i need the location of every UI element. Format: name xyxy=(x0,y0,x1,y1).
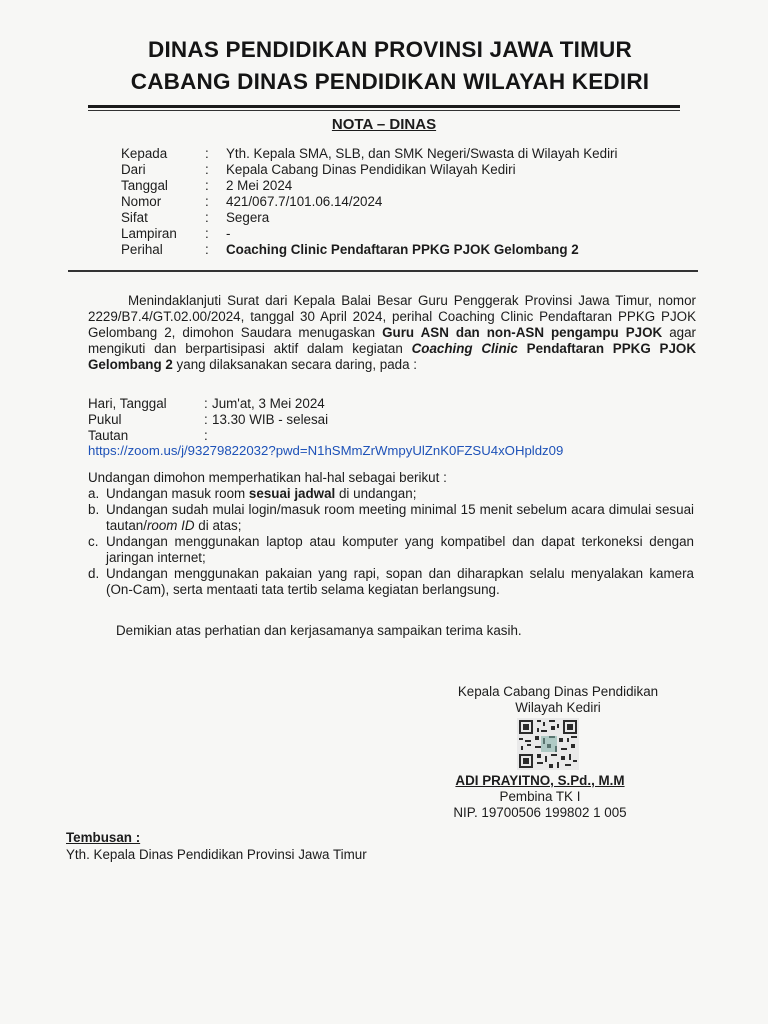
meta-colon: : xyxy=(205,146,209,161)
qr-code-signature-icon xyxy=(517,718,579,770)
schedule xyxy=(88,396,328,444)
schedule-row-link xyxy=(88,428,328,444)
meta-value: 421/067.7/101.06.14/2024 xyxy=(226,194,383,209)
signatory-nip: NIP. 19700506 199802 1 005 xyxy=(453,805,627,820)
schedule-key: Pukul xyxy=(88,412,122,427)
zoom-meeting-link[interactable]: https://zoom.us/j/93279822032?pwd=N1hSMmZrWmpyUlZnK0FZSU4xOHpldz09 xyxy=(88,443,564,458)
meta-colon: : xyxy=(205,178,209,193)
body-paragraph xyxy=(88,293,696,373)
meta-key: Nomor xyxy=(121,194,162,209)
para-text: agar mengikuti dan berpartisipasi aktif dalam kegiatan xyxy=(88,325,696,356)
para-bold-teachers: Guru ASN dan non-ASN pengampu PJOK xyxy=(382,325,663,340)
schedule-colon: : xyxy=(204,412,208,427)
meta-value: 2 Mei 2024 xyxy=(226,178,293,193)
cc-heading: Tembusan : xyxy=(66,830,141,845)
note-item-b xyxy=(88,502,694,534)
meta-row-nomor xyxy=(121,194,618,210)
meta-value: Kepala Cabang Dinas Pendidikan Wilayah Kediri xyxy=(226,162,516,177)
note-letter: b. xyxy=(88,502,100,517)
letterhead xyxy=(80,34,700,98)
note-letter: d. xyxy=(88,566,100,581)
meta-key: Kepada xyxy=(121,146,168,161)
meta-row-perihal xyxy=(121,242,618,258)
schedule-colon: : xyxy=(204,428,208,443)
meta-row-tanggal xyxy=(121,178,618,194)
meta-row-sifat xyxy=(121,210,618,226)
meta-key: Perihal xyxy=(121,242,163,257)
meta-key: Sifat xyxy=(121,210,148,225)
meta-key: Lampiran xyxy=(121,226,177,241)
para-bold-event: Pendaftaran PPKG PJOK Gelombang 2 xyxy=(88,341,696,372)
schedule-key: Tautan xyxy=(88,428,129,443)
meta-value: Yth. Kepala SMA, SLB, dan SMK Negeri/Swasta di Wilayah Kediri xyxy=(226,146,618,161)
schedule-colon: : xyxy=(204,396,208,411)
note-text: Undangan sudah mulai login/masuk room meeting minimal 15 menit sebelum acara dimulai sesuai tautan/ xyxy=(106,502,694,533)
note-italic: room ID xyxy=(146,518,195,533)
para-text: yang dilaksanakan secara daring, pada : xyxy=(172,357,417,372)
schedule-row-date xyxy=(88,396,328,412)
meta-colon: : xyxy=(205,162,209,177)
note-item-c xyxy=(88,534,694,566)
schedule-value: Jum'at, 3 Mei 2024 xyxy=(212,396,325,411)
note-text: Undangan menggunakan pakaian yang rapi, sopan dan diharapkan selalu menyalakan kamera (On-Cam), serta mentaati tata tertib selama kegiatan berlangsung. xyxy=(106,566,694,597)
letterhead-line-1: DINAS PENDIDIKAN PROVINSI JAWA TIMUR xyxy=(148,37,632,62)
letterhead-rule-thick xyxy=(88,105,680,108)
note-text: Undangan masuk room xyxy=(106,486,249,501)
document-title: NOTA – DINAS xyxy=(331,116,437,133)
note-bold: sesuai jadwal xyxy=(248,486,336,501)
meta-key: Dari xyxy=(121,162,146,177)
signatory-name: ADI PRAYITNO, S.Pd., M.M xyxy=(455,773,625,788)
meta-row-kepada xyxy=(121,146,618,162)
note-letter: c. xyxy=(88,534,99,549)
para-text: Menindaklanjuti Surat dari Kepala Balai Besar Guru Penggerak Provinsi Jawa Timur, nomor 2229/B7.4/GT.02.00/2024, tanggal 30 April 2024, perihal Coaching Clinic Pendaftaran PPKG PJOK Gelombang 2, dimohon Saudara menugaskan xyxy=(88,293,696,340)
letterhead-line-2: CABANG DINAS PENDIDIKAN WILAYAH KEDIRI xyxy=(130,69,650,94)
meta-colon: : xyxy=(205,210,209,225)
meta-colon: : xyxy=(205,242,209,257)
meta-colon: : xyxy=(205,226,209,241)
signatory-rank: Pembina TK I xyxy=(499,789,581,804)
para-bold-italic-coaching: Coaching Clinic xyxy=(411,341,518,356)
notes-heading: Undangan dimohon memperhatikan hal-hal sebagai berikut : xyxy=(88,470,447,485)
signatory-title-2: Wilayah Kediri xyxy=(515,700,601,715)
note-item-d xyxy=(88,566,694,598)
cc-recipient: Yth. Kepala Dinas Pendidikan Provinsi Jawa Timur xyxy=(66,847,367,862)
meta-colon: : xyxy=(205,194,209,209)
memo-metadata xyxy=(121,146,618,258)
note-letter: a. xyxy=(88,486,100,501)
note-text: Undangan menggunakan laptop atau komputer yang kompatibel dan dapat terkoneksi dengan jaringan internet; xyxy=(106,534,694,565)
note-item-a xyxy=(88,486,694,502)
signatory-title-1: Kepala Cabang Dinas Pendidikan xyxy=(457,684,659,699)
note-text: di undangan; xyxy=(335,486,417,501)
letterhead-rule-thin xyxy=(88,110,680,111)
note-text: di atas; xyxy=(194,518,242,533)
meta-value-subject: Coaching Clinic Pendaftaran PPKG PJOK Gelombang 2 xyxy=(226,242,579,257)
meta-value: Segera xyxy=(226,210,270,225)
meta-key: Tanggal xyxy=(121,178,168,193)
meta-row-lampiran xyxy=(121,226,618,242)
meta-row-dari xyxy=(121,162,618,178)
schedule-value: 13.30 WIB - selesai xyxy=(212,412,329,427)
notes-list xyxy=(88,486,694,598)
closing-sentence: Demikian atas perhatian dan kerjasamanya sampaikan terima kasih. xyxy=(116,623,522,638)
schedule-row-time xyxy=(88,412,328,428)
metadata-divider xyxy=(68,270,698,272)
schedule-key: Hari, Tanggal xyxy=(88,396,167,411)
meta-value: - xyxy=(226,226,231,241)
signature-block xyxy=(420,684,696,716)
